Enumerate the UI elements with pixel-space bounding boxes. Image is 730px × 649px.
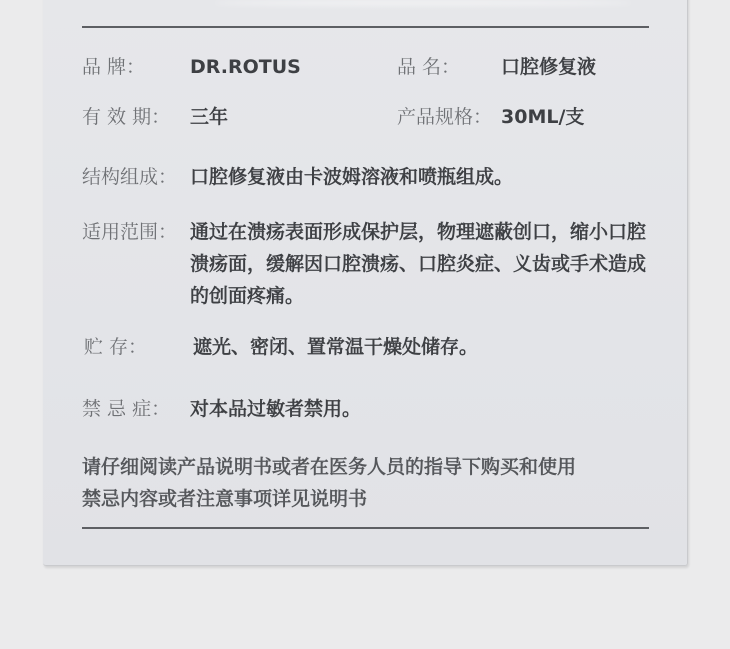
contraindication-value: 对本品过敏者禁用。: [190, 398, 362, 420]
composition-label: 结构组成：: [82, 166, 178, 188]
product-name-label: 品 名：: [397, 56, 461, 78]
size-value: 30ML/支: [501, 106, 585, 128]
validity-label: 有 效 期：: [82, 106, 171, 128]
validity-value: 三年: [190, 106, 229, 128]
size-label: 产品规格：: [397, 106, 493, 128]
scope-value: 通过在溃疡表面形成保护层，物理遮蔽创口，缩小口腔溃疡面，缓解因口腔溃疡、口腔炎症、义齿或手术造成的创面疼痛。: [190, 221, 647, 307]
footer-note-line1: 请仔细阅读产品说明书或者在医务人员的指导下购买和使用: [82, 456, 577, 478]
scope-label: 适用范围：: [82, 221, 178, 243]
storage-value: 遮光、密闭、置常温干燥处储存。: [193, 336, 479, 358]
storage-label: 贮 存：: [84, 336, 148, 358]
top-divider: [82, 26, 649, 28]
brand-value: DR.ROTUS: [190, 56, 301, 78]
footer-note-line2: 禁忌内容或者注意事项详见说明书: [82, 488, 368, 510]
composition-value: 口腔修复液由卡波姆溶液和喷瓶组成。: [190, 166, 514, 188]
contraindication-label: 禁 忌 症：: [82, 398, 171, 420]
card-highlight: [213, 0, 633, 6]
bottom-divider: [82, 527, 649, 529]
brand-label: 品 牌：: [82, 56, 146, 78]
product-name-value: 口腔修复液: [501, 56, 597, 78]
